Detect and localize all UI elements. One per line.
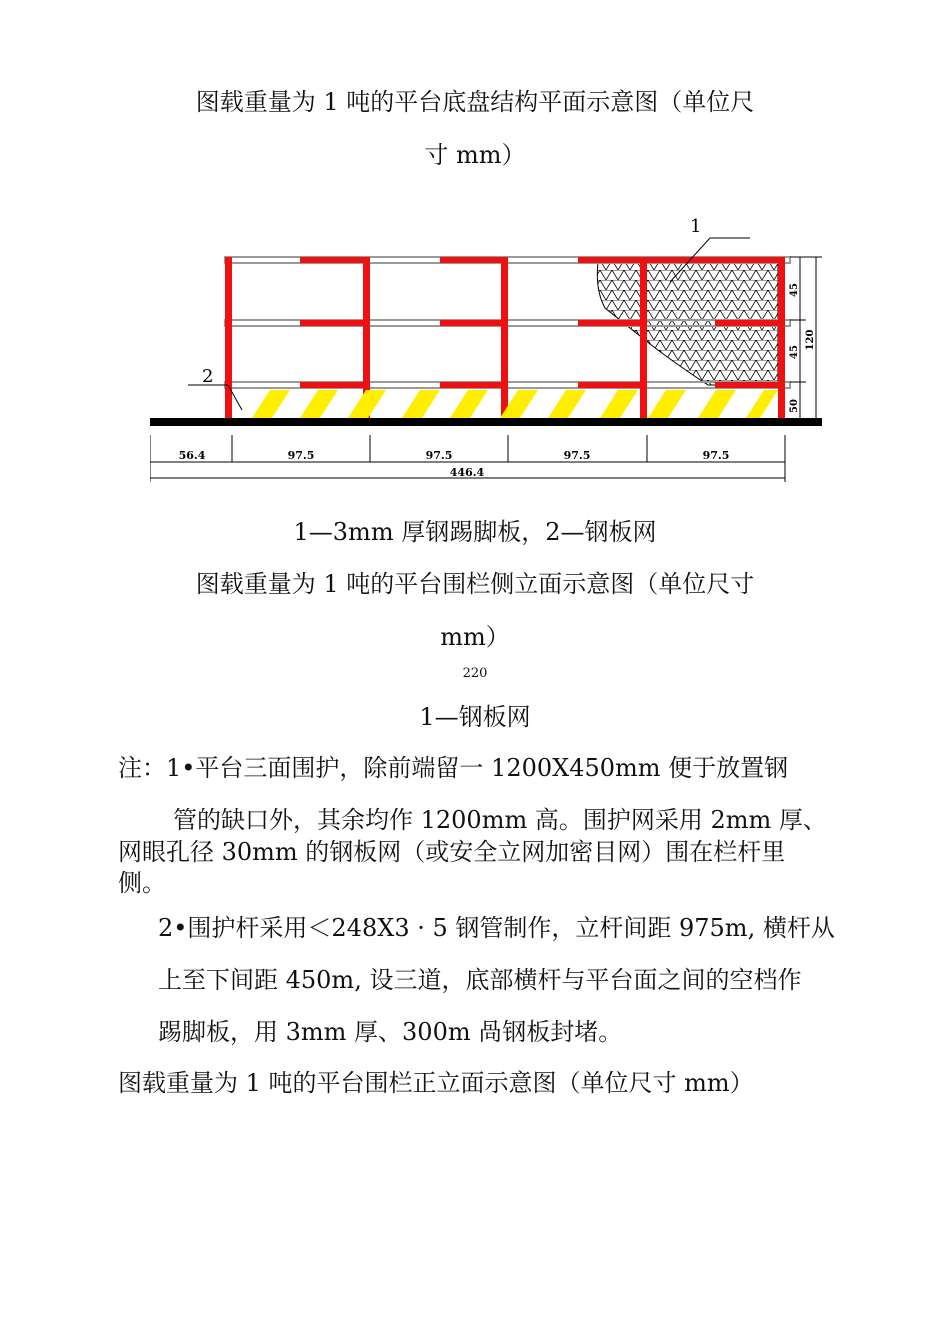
dim-bottom-3: 97.5 bbox=[425, 449, 453, 462]
dim-bottom-5: 97.5 bbox=[702, 449, 730, 462]
callout-1-label: 1 bbox=[690, 216, 702, 237]
note-p1-line3: 网眼孔径 30mm 的钢板网（或安全立网加密目网）围在栏杆里 bbox=[118, 838, 786, 866]
note-p2-line2: 上至下间距 450m, 设三道，底部横杆与平台面之间的空档作 bbox=[158, 966, 802, 994]
dim-right-3: 50 bbox=[789, 399, 800, 413]
dim-total: 446.4 bbox=[449, 466, 485, 479]
note-p1-line2: 管的缺口外，其余均作 1200mm 高。围护网采用 2mm 厚、 bbox=[173, 806, 827, 834]
note-p2-line1: 2•围护杆采用＜248X3 · 5 钢管制作，立杆间距 975m, 横杆从 bbox=[158, 914, 835, 942]
note-p2-line3: 踢脚板，用 3mm 厚、300m 咼钢板封堵。 bbox=[158, 1018, 623, 1046]
figure-title-2-line2: mm） bbox=[440, 623, 510, 651]
railing-elevation-diagram bbox=[150, 210, 830, 490]
legend-2: 1—钢板网 bbox=[419, 703, 531, 731]
figure-title-1-line1: 图载重量为 1 吨的平台底盘结构平面示意图（单位尺 bbox=[195, 88, 755, 116]
note-p1-line1: 注：1•平台三面围护，除前端留一 1200X450mm 便于放置钢 bbox=[118, 754, 789, 782]
figure-title-1-line2: 寸 mm） bbox=[424, 141, 526, 169]
dim-bottom-2: 97.5 bbox=[287, 449, 315, 462]
dim-right-1: 45 bbox=[789, 283, 800, 297]
dim-bottom-4: 97.5 bbox=[563, 449, 591, 462]
toe-board-stripes bbox=[252, 390, 778, 418]
figure-title-3: 图载重量为 1 吨的平台围栏正立面示意图（单位尺寸 mm） bbox=[118, 1069, 754, 1097]
callout-2-label: 2 bbox=[202, 366, 214, 387]
dim-right-2: 45 bbox=[789, 345, 800, 359]
diagram-legend: 1—3mm 厚钢踢脚板，2—钢板网 bbox=[293, 518, 657, 546]
page-number: 220 bbox=[462, 666, 488, 681]
note-p1-line4: 侧。 bbox=[118, 869, 166, 897]
dim-bottom-1: 56.4 bbox=[178, 449, 206, 462]
platform-base bbox=[150, 418, 822, 426]
figure-title-2-line1: 图载重量为 1 吨的平台围栏侧立面示意图（单位尺寸 bbox=[195, 570, 755, 598]
dim-right-total: 120 bbox=[805, 329, 816, 351]
